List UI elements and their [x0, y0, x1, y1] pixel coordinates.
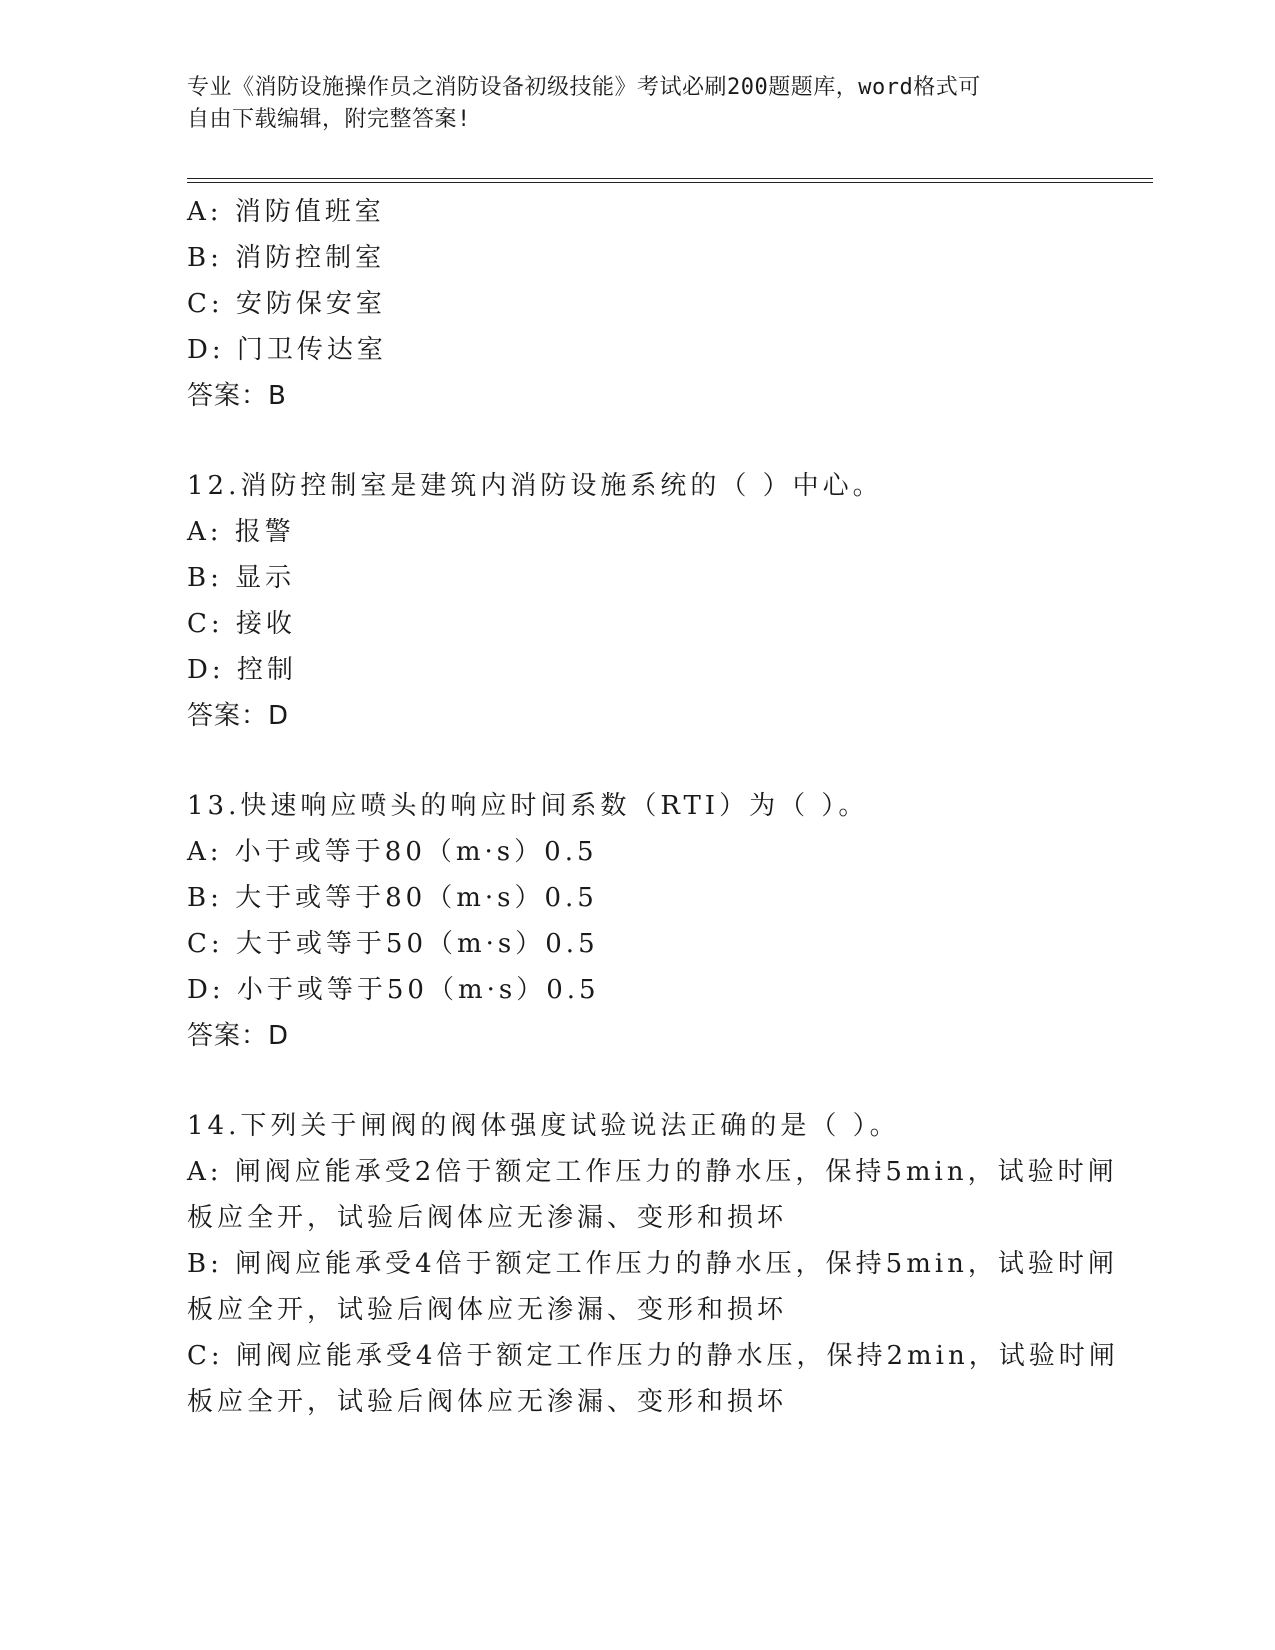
question-12-block [187, 463, 1087, 739]
option-b: B: 消防控制室 [187, 243, 386, 273]
option-b-line-2: 板应全开，试验后阀体应无渗漏、变形和损坏 [187, 1295, 788, 1325]
option-d: D: 控制 [187, 655, 297, 685]
option-a: A: 消防值班室 [187, 197, 385, 227]
option-c-line-1: C: 闸阀应能承受4倍于额定工作压力的静水压，保持2min，试验时闸 [187, 1341, 1119, 1371]
option-d: D: 小于或等于50（m·s）0.5 [187, 975, 600, 1005]
option-c: C: 接收 [187, 609, 296, 639]
question-14-block [187, 1103, 1119, 1425]
question-spacer [187, 739, 1087, 783]
question-13-block [187, 783, 1087, 1059]
option-c-line-2: 板应全开，试验后阀体应无渗漏、变形和损坏 [187, 1387, 788, 1417]
option-a-line-2: 板应全开，试验后阀体应无渗漏、变形和损坏 [187, 1203, 788, 1233]
question-spacer [187, 1059, 1087, 1103]
question-11-block [187, 189, 1087, 419]
question-text: 13.快速响应喷头的响应时间系数（RTI）为（ ）。 [187, 791, 869, 821]
question-list [187, 189, 1119, 1425]
question-text: 12.消防控制室是建筑内消防设施系统的（ ）中心。 [187, 471, 883, 501]
option-b: B: 大于或等于80（m·s）0.5 [187, 883, 598, 913]
option-b-line-1: B: 闸阀应能承受4倍于额定工作压力的静水压，保持5min，试验时闸 [187, 1249, 1118, 1279]
option-b: B: 显示 [187, 563, 296, 593]
answer-line: 答案：D [187, 1021, 290, 1051]
header-line-1: 专业《消防设施操作员之消防设备初级技能》考试必刷200题题库，word格式可 [187, 75, 981, 100]
option-a: A: 小于或等于80（m·s）0.5 [187, 837, 598, 867]
header-divider-top [187, 178, 1153, 179]
answer-line: 答案：B [187, 381, 287, 411]
option-d: D: 门卫传达室 [187, 335, 387, 365]
option-c: C: 安防保安室 [187, 289, 386, 319]
question-spacer [187, 419, 1087, 463]
header-divider-bottom [187, 182, 1153, 183]
document-header [187, 72, 1087, 136]
header-line-2: 自由下载编辑，附完整答案! [187, 107, 471, 132]
option-a: A: 报警 [187, 517, 295, 547]
option-c: C: 大于或等于50（m·s）0.5 [187, 929, 599, 959]
answer-line: 答案：D [187, 701, 290, 731]
option-a-line-1: A: 闸阀应能承受2倍于额定工作压力的静水压，保持5min，试验时闸 [187, 1157, 1118, 1187]
question-text: 14.下列关于闸阀的阀体强度试验说法正确的是（ ）。 [187, 1111, 900, 1141]
